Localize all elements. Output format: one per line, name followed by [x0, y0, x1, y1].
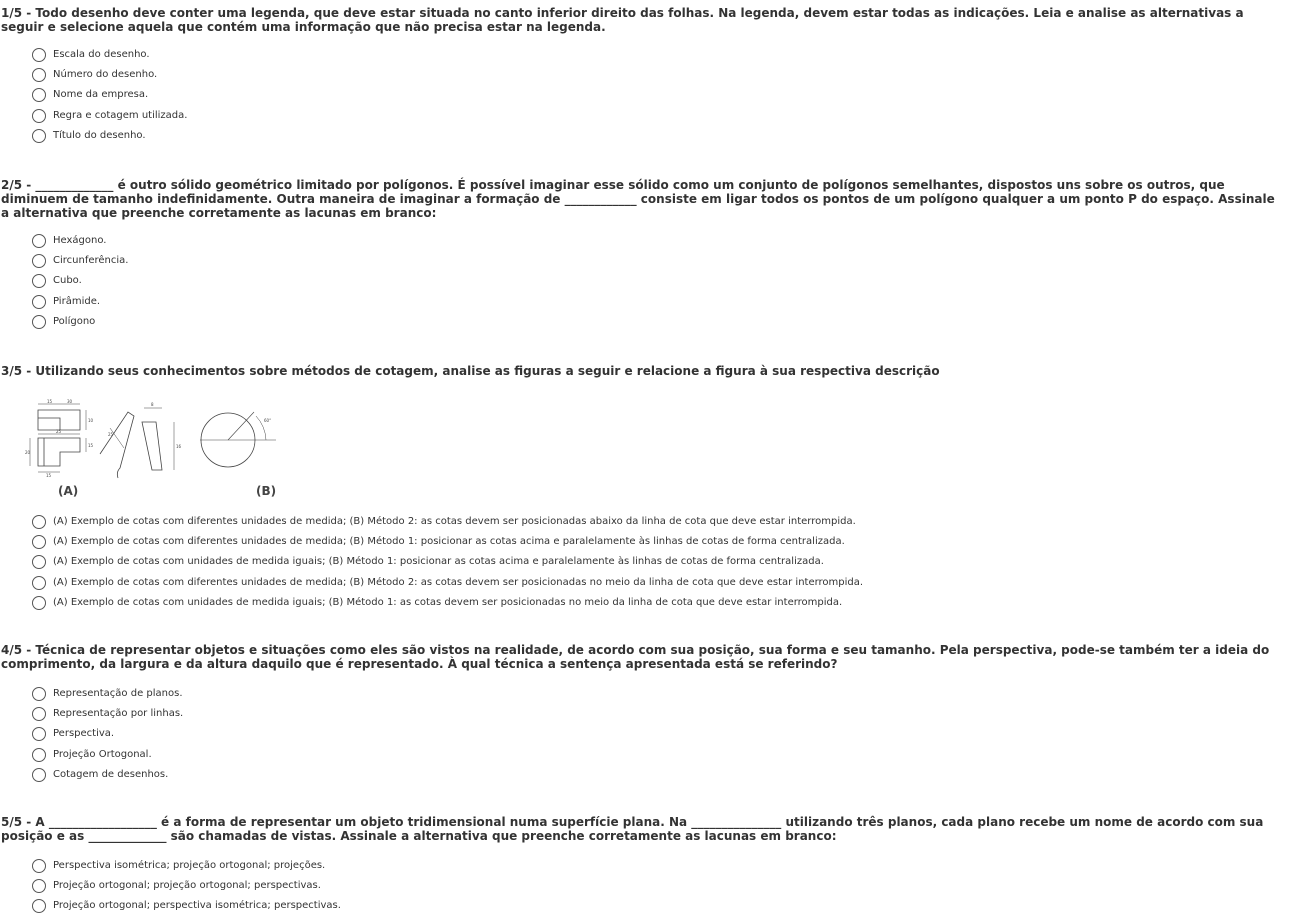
option-1-b[interactable] — [32, 66, 157, 84]
figure-dim-text: 15 — [88, 443, 94, 448]
option-label: Representação por linhas. — [53, 708, 184, 719]
radio-button[interactable] — [32, 687, 46, 701]
radio-button[interactable] — [32, 899, 46, 913]
option-4-e[interactable] — [32, 766, 168, 784]
question-4-title: 4/5 - Técnica de representar objetos e situações como eles são vistos na realidade, de acordo com sua posição, sua forma e seu tamanho. Pela perspectiva, pode-se também ter a ideia do comprimento, da largura e da altura daquilo que é representado. À qual técnica a sentença apresentada está se referindo? — [1, 643, 1270, 671]
option-3-e[interactable] — [32, 594, 842, 612]
option-2-d[interactable] — [32, 293, 100, 311]
figure-dim-text: 10 — [88, 418, 94, 423]
figure-b-side-part — [142, 422, 162, 470]
figure-label-a: (A) — [58, 484, 79, 498]
radio-button[interactable] — [32, 295, 46, 309]
figure-dim-text: 16 — [176, 444, 182, 449]
option-label: Projeção ortogonal; projeção ortogonal; perspectivas. — [53, 880, 321, 891]
dimensioning-drawing — [24, 398, 284, 484]
radio-button[interactable] — [32, 879, 46, 893]
radio-button[interactable] — [32, 535, 46, 549]
radio-button[interactable] — [32, 555, 46, 569]
option-label: Projeção ortogonal; perspectiva isométrica; perspectivas. — [53, 900, 341, 911]
option-5-a[interactable] — [32, 857, 325, 875]
option-3-b[interactable] — [32, 533, 845, 551]
figure-a-top-view — [38, 410, 80, 430]
option-3-a[interactable] — [32, 513, 856, 531]
figure-dim-text: 25 — [56, 429, 62, 434]
option-label: Título do desenho. — [53, 130, 146, 141]
figure-dim-text: 25 — [108, 432, 114, 437]
radio-button[interactable] — [32, 859, 46, 873]
option-label: Polígono — [53, 316, 96, 327]
option-label: (A) Exemplo de cotas com unidades de medida iguais; (B) Método 1: posicionar as cotas acima e paralelamente às linhas de cotas de forma centralizada. — [53, 556, 824, 567]
radio-button[interactable] — [32, 707, 46, 721]
option-label: Número do desenho. — [53, 69, 158, 80]
radio-button[interactable] — [32, 748, 46, 762]
radio-button[interactable] — [32, 576, 46, 590]
option-1-a[interactable] — [32, 46, 150, 64]
radio-button[interactable] — [32, 129, 46, 143]
option-label: (A) Exemplo de cotas com diferentes unidades de medida; (B) Método 2: as cotas devem ser posicionadas abaixo da linha de cota que deve estar interrompida. — [53, 516, 856, 527]
option-label: Projeção Ortogonal. — [53, 749, 152, 760]
option-label: Perspectiva. — [53, 728, 115, 739]
radio-button[interactable] — [32, 109, 46, 123]
figure-dim-text: 20 — [25, 450, 31, 455]
radio-button[interactable] — [32, 68, 46, 82]
option-2-a[interactable] — [32, 232, 106, 250]
option-2-c[interactable] — [32, 272, 82, 290]
option-label: Circunferência. — [53, 255, 129, 266]
option-label: (A) Exemplo de cotas com unidades de medida iguais; (B) Método 1: as cotas devem ser posicionadas no meio da linha de cota que deve estar interrompida. — [53, 597, 843, 608]
option-label: Cubo. — [53, 275, 82, 286]
question-3-title: 3/5 - Utilizando seus conhecimentos sobre métodos de cotagem, analise as figuras a seguir e relacione a figura à sua respectiva descrição — [1, 364, 940, 378]
question-1-title: 1/5 - Todo desenho deve conter uma legenda, que deve estar situada no canto inferior direito das folhas. Na legenda, devem estar todas as indicações. Leia e analise as alternativas a seguir e selecione aquela que contém uma informação que não precisa estar na legenda. — [1, 6, 1244, 34]
question-2-title: 2/5 - _____________ é outro sólido geométrico limitado por polígonos. É possível imaginar esse sólido como um conjunto de polígonos semelhantes, dispostos uns sobre os outros, que diminuem de tamanho indefinidamente. Outra maneira de imaginar a formação de ____________ consiste em ligar todos os pontos de um polígono qualquer a um ponto P do espaço. Assinale a alternativa que preenche corretamente as lacunas em branco: — [1, 178, 1275, 220]
figure-dim-text: 15 — [46, 473, 52, 478]
option-1-d[interactable] — [32, 107, 187, 125]
figure-dim-text: 30 — [67, 399, 73, 404]
option-3-c[interactable] — [32, 553, 824, 571]
figure-dim-text: 8 — [151, 402, 154, 407]
question-5-title: 5/5 - A __________________ é a forma de representar um objeto tridimensional numa superfície plana. Na _______________ utilizando três planos, cada plano recebe um nome de acordo com sua posição e as _____________ são chamadas de vistas. Assinale a alternativa que preenche corretamente as lacunas em branco: — [1, 815, 1264, 843]
option-label: (A) Exemplo de cotas com diferentes unidades de medida; (B) Método 2: as cotas devem ser posicionadas no meio da linha de cota que deve estar interrompida. — [53, 577, 864, 588]
radio-button[interactable] — [32, 515, 46, 529]
radio-button[interactable] — [32, 88, 46, 102]
option-4-a[interactable] — [32, 685, 183, 703]
option-2-e[interactable] — [32, 313, 95, 331]
option-label: Nome da empresa. — [53, 89, 149, 100]
option-label: (A) Exemplo de cotas com diferentes unidades de medida; (B) Método 1: posicionar as cotas acima e paralelamente às linhas de cotas de forma centralizada. — [53, 536, 845, 547]
option-3-d[interactable] — [32, 574, 863, 592]
option-label: Cotagem de desenhos. — [53, 769, 169, 780]
figure-b-slant-part — [100, 412, 134, 478]
option-4-d[interactable] — [32, 746, 152, 764]
radio-button[interactable] — [32, 254, 46, 268]
option-label: Pirâmide. — [53, 296, 101, 307]
option-1-e[interactable] — [32, 127, 146, 145]
radio-button[interactable] — [32, 768, 46, 782]
figure-dim-text: 15 — [47, 399, 53, 404]
radio-button[interactable] — [32, 727, 46, 741]
radio-button[interactable] — [32, 234, 46, 248]
figure-dim-text: 60° — [264, 418, 272, 423]
option-5-c[interactable] — [32, 897, 341, 915]
figure-label-b: (B) — [256, 484, 277, 498]
option-4-b[interactable] — [32, 705, 183, 723]
radio-button[interactable] — [32, 315, 46, 329]
option-label: Escala do desenho. — [53, 49, 150, 60]
option-label: Regra e cotagem utilizada. — [53, 110, 188, 121]
radio-button[interactable] — [32, 596, 46, 610]
option-label: Perspectiva isométrica; projeção ortogonal; projeções. — [53, 860, 326, 871]
option-label: Hexágono. — [53, 235, 107, 246]
option-4-c[interactable] — [32, 725, 114, 743]
option-2-b[interactable] — [32, 252, 128, 270]
option-label: Representação de planos. — [53, 688, 183, 699]
option-5-b[interactable] — [32, 877, 321, 895]
radio-button[interactable] — [32, 274, 46, 288]
radio-button[interactable] — [32, 48, 46, 62]
option-1-c[interactable] — [32, 86, 148, 104]
figure-b-slant-dim — [110, 428, 124, 448]
dimensioning-figure — [24, 398, 284, 500]
